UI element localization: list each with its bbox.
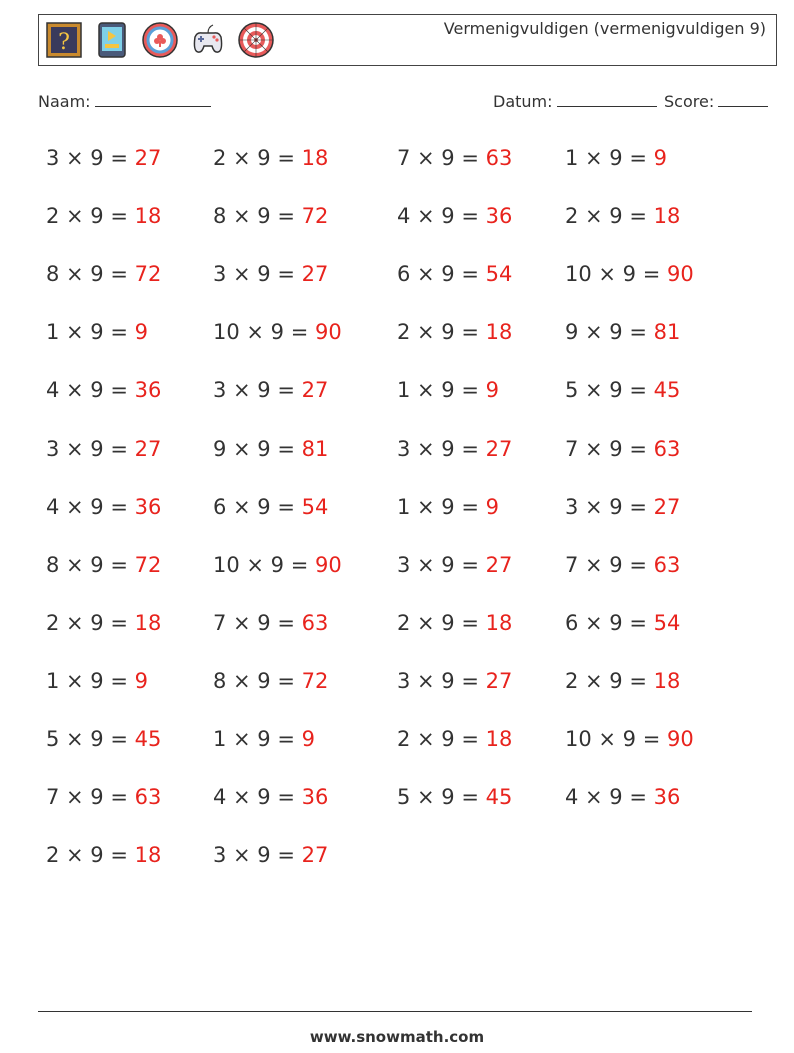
problem-question: 10 × 9 = (565, 262, 667, 287)
problem-question: 5 × 9 = (46, 727, 135, 751)
problem-question: 3 × 9 = (213, 378, 302, 403)
problem-item (213, 378, 328, 402)
problem-answer: 27 (485, 552, 513, 577)
problem-answer: 18 (653, 668, 681, 693)
problem-answer: 63 (653, 552, 681, 577)
problem-item (397, 204, 512, 228)
problem-question: 10 × 9 = (213, 552, 315, 577)
problem-answer: 36 (485, 204, 513, 229)
worksheet-title: Vermenigvuldigen (vermenigvuldigen 9) (443, 19, 766, 38)
problem-item (46, 785, 161, 809)
problem-question: 2 × 9 = (46, 204, 135, 229)
problem-item (397, 785, 512, 809)
problem-question: 1 × 9 = (397, 494, 486, 519)
svg-text:?: ? (58, 30, 70, 55)
problem-question: 8 × 9 = (213, 204, 302, 229)
problem-item (213, 553, 342, 577)
problem-question: 9 × 9 = (565, 320, 654, 345)
problem-question: 6 × 9 = (565, 610, 654, 635)
problem-question: 3 × 9 = (565, 494, 654, 519)
problem-item (46, 437, 161, 461)
score-label: Score: (664, 92, 715, 111)
problem-answer: 81 (653, 320, 681, 345)
problem-answer: 18 (134, 610, 162, 635)
name-field (38, 92, 211, 111)
problem-answer: 18 (485, 727, 513, 751)
problem-item (565, 495, 680, 519)
problem-question: 2 × 9 = (565, 668, 654, 693)
footer-url[interactable]: www.snowmath.com (309, 1028, 485, 1046)
problem-item (46, 727, 161, 751)
problem-question: 1 × 9 = (397, 378, 486, 403)
problem-answer: 90 (666, 262, 694, 287)
problem-answer: 18 (134, 204, 162, 229)
problem-answer: 9 (485, 494, 499, 519)
problem-item (213, 146, 328, 170)
problem-item (565, 146, 667, 170)
problem-question: 4 × 9 = (46, 494, 135, 519)
problem-question: 7 × 9 = (397, 146, 486, 170)
problem-item (565, 262, 694, 286)
problem-answer: 9 (134, 668, 148, 693)
problem-item (46, 378, 161, 402)
problem-answer: 36 (653, 785, 681, 810)
problem-question: 8 × 9 = (213, 668, 302, 693)
problem-question: 2 × 9 = (397, 610, 486, 635)
icon-row (45, 21, 275, 59)
problem-item (46, 553, 161, 577)
problem-question: 1 × 9 = (565, 146, 654, 170)
problem-item (397, 553, 512, 577)
problem-answer: 18 (485, 320, 513, 345)
problem-answer: 18 (134, 843, 162, 868)
date-label: Datum: (493, 92, 553, 111)
problem-answer: 54 (485, 262, 513, 287)
problem-answer: 63 (134, 785, 162, 810)
problem-question: 1 × 9 = (213, 727, 302, 751)
problem-question: 4 × 9 = (397, 204, 486, 229)
problem-answer: 45 (485, 785, 513, 810)
problem-answer: 81 (301, 436, 329, 461)
problem-answer: 18 (653, 204, 681, 229)
problem-item (213, 727, 315, 751)
problem-answer: 54 (301, 494, 329, 519)
problem-item (46, 204, 161, 228)
footer-divider (38, 1011, 752, 1012)
gamepad-icon (189, 21, 227, 59)
problem-item (397, 320, 512, 344)
problem-question: 3 × 9 = (397, 436, 486, 461)
problem-item (397, 611, 512, 635)
problem-item (46, 843, 161, 867)
problem-answer: 27 (485, 436, 513, 461)
problem-answer: 90 (314, 320, 342, 345)
problem-answer: 90 (314, 552, 342, 577)
problem-answer: 63 (485, 146, 513, 170)
problem-answer: 36 (134, 494, 162, 519)
problem-question: 9 × 9 = (213, 436, 302, 461)
problem-question: 2 × 9 = (397, 320, 486, 345)
problem-question: 1 × 9 = (46, 668, 135, 693)
problem-question: 7 × 9 = (213, 610, 302, 635)
problem-item (565, 553, 680, 577)
problem-question: 6 × 9 = (213, 494, 302, 519)
problem-item (397, 378, 499, 402)
score-field (664, 92, 768, 111)
problem-answer: 18 (485, 610, 513, 635)
problem-item (397, 727, 512, 751)
header-box (38, 14, 777, 66)
problem-answer: 27 (485, 668, 513, 693)
problem-item (213, 437, 328, 461)
score-line[interactable] (718, 92, 768, 107)
problem-question: 3 × 9 = (46, 436, 135, 461)
problem-answer: 72 (134, 262, 162, 287)
problem-question: 3 × 9 = (213, 843, 302, 868)
problem-answer: 72 (301, 204, 329, 229)
problem-answer: 9 (301, 727, 315, 751)
problem-question: 4 × 9 = (46, 378, 135, 403)
problem-item (46, 495, 161, 519)
problem-question: 4 × 9 = (565, 785, 654, 810)
question-box-icon (45, 21, 83, 59)
problem-item (213, 262, 328, 286)
problem-question: 2 × 9 = (397, 727, 486, 751)
problem-answer: 27 (134, 146, 162, 170)
problem-question: 6 × 9 = (397, 262, 486, 287)
problem-answer: 36 (134, 378, 162, 403)
problem-answer: 18 (301, 146, 329, 170)
problem-question: 3 × 9 = (397, 668, 486, 693)
problem-item (565, 611, 680, 635)
problem-question: 7 × 9 = (46, 785, 135, 810)
problem-item (213, 611, 328, 635)
name-label: Naam: (38, 92, 91, 111)
problem-item (213, 843, 328, 867)
problem-item (565, 727, 694, 751)
problem-answer: 45 (134, 727, 162, 751)
problem-item (565, 669, 680, 693)
problem-question: 3 × 9 = (397, 552, 486, 577)
dartboard-icon (237, 21, 275, 59)
problem-answer: 36 (301, 785, 329, 810)
problem-item (397, 437, 512, 461)
problem-item (46, 146, 161, 170)
problem-question: 3 × 9 = (46, 146, 135, 170)
date-line[interactable] (557, 92, 657, 107)
problem-question: 8 × 9 = (46, 262, 135, 287)
problem-answer: 27 (134, 436, 162, 461)
problem-item (46, 669, 148, 693)
problem-answer: 90 (666, 727, 694, 751)
problem-answer: 9 (134, 320, 148, 345)
problem-question: 2 × 9 = (46, 610, 135, 635)
problem-answer: 27 (653, 494, 681, 519)
problem-question: 1 × 9 = (46, 320, 135, 345)
problem-answer: 54 (653, 610, 681, 635)
problem-question: 7 × 9 = (565, 436, 654, 461)
problem-item (213, 785, 328, 809)
problem-question: 8 × 9 = (46, 552, 135, 577)
problem-question: 3 × 9 = (213, 262, 302, 287)
problem-item (565, 437, 680, 461)
problem-question: 2 × 9 = (565, 204, 654, 229)
problem-question: 10 × 9 = (213, 320, 315, 345)
problem-item (46, 611, 161, 635)
problem-answer: 72 (134, 552, 162, 577)
problem-item (565, 785, 680, 809)
problem-answer: 27 (301, 262, 329, 287)
problem-item (397, 146, 512, 170)
problem-answer: 9 (653, 146, 667, 170)
name-line[interactable] (95, 92, 211, 107)
problem-item (397, 495, 499, 519)
problem-item (213, 320, 342, 344)
problem-question: 7 × 9 = (565, 552, 654, 577)
problem-item (213, 669, 328, 693)
problem-question: 2 × 9 = (213, 146, 302, 170)
problem-answer: 27 (301, 843, 329, 868)
problem-question: 5 × 9 = (565, 378, 654, 403)
problem-answer: 27 (301, 378, 329, 403)
problem-answer: 9 (485, 378, 499, 403)
play-tablet-icon (93, 21, 131, 59)
problem-item (397, 262, 512, 286)
problem-answer: 45 (653, 378, 681, 403)
problem-item (397, 669, 512, 693)
poker-chip-icon (141, 21, 179, 59)
problem-item (565, 320, 680, 344)
problem-item (213, 495, 328, 519)
problem-question: 10 × 9 = (565, 727, 667, 751)
problem-answer: 72 (301, 668, 329, 693)
problem-question: 2 × 9 = (46, 843, 135, 868)
problem-question: 4 × 9 = (213, 785, 302, 810)
problem-item (46, 320, 148, 344)
problem-question: 5 × 9 = (397, 785, 486, 810)
problem-item (565, 378, 680, 402)
problem-item (46, 262, 161, 286)
problem-item (565, 204, 680, 228)
problem-answer: 63 (653, 436, 681, 461)
problem-item (213, 204, 328, 228)
problem-answer: 63 (301, 610, 329, 635)
date-field (493, 92, 657, 111)
